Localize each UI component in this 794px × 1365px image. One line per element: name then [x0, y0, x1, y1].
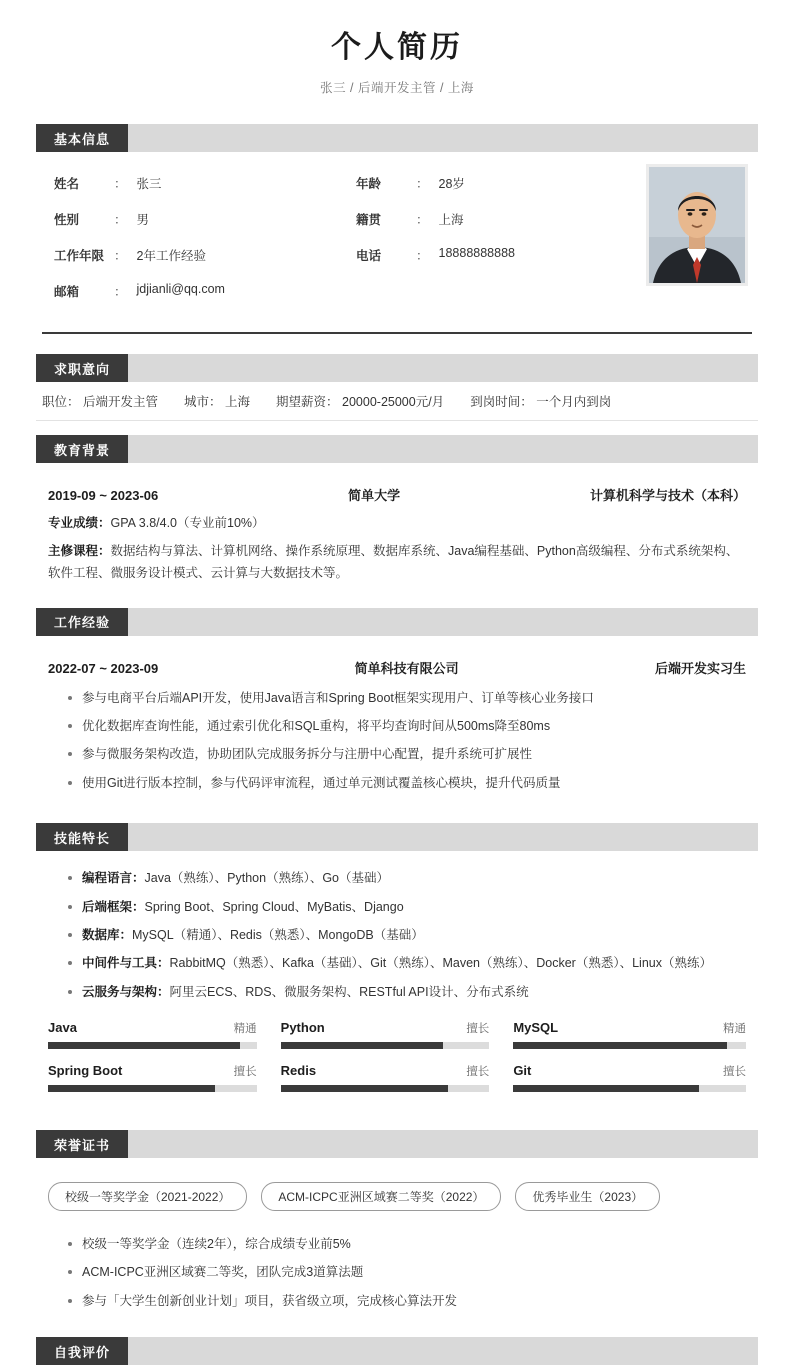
- list-item: 校级一等奖学金（连续2年），综合成绩专业前5%: [68, 1235, 752, 1254]
- list-item: 参与电商平台后端API开发，使用Java语言和Spring Boot框架实现用户、订单等核心业务接口: [68, 689, 752, 708]
- skill-bar-item: [281, 1063, 514, 1092]
- education-courses-value: 数据结构与算法、计算机网络、操作系统原理、数据库系统、Java编程基础、Python高级编程、分布式系统架构、软件工程、微服务设计模式、云计算与大数据技术等。: [48, 543, 739, 580]
- skill-line-label: 云服务与架构：: [82, 984, 170, 999]
- intent-key: 城市：: [184, 395, 222, 409]
- section-body-honors: [36, 1158, 758, 1327]
- education-period: 2019-09 ~ 2023-06: [48, 488, 159, 503]
- skill-line-value: MySQL（精通）、Redis（熟悉）、MongoDB（基础）: [132, 927, 424, 942]
- field-gender: [42, 210, 344, 228]
- skill-bar-name: Redis: [280, 1063, 317, 1078]
- list-item: [68, 954, 752, 973]
- intent-value: 20000-25000元/月: [342, 395, 445, 409]
- intent-key: 到岗时间：: [470, 395, 533, 409]
- skill-line-label: 后端框架：: [82, 899, 145, 914]
- skill-line-label: 编程语言：: [82, 871, 145, 886]
- education-gpa-value: GPA 3.8/4.0（专业前10%）: [110, 516, 265, 530]
- skill-line-value: RabbitMQ（熟悉）、Kafka（基础）、Git（熟练）、Maven（熟练）、Docker（熟悉）、Linux（熟练）: [169, 956, 712, 971]
- intent-city: [184, 392, 250, 410]
- skill-bar-track: [281, 1085, 490, 1092]
- section-header-honors: [36, 1130, 758, 1158]
- skill-bar-level: 擅长: [466, 1066, 490, 1078]
- skill-bar-name: MySQL: [513, 1020, 559, 1035]
- field-label: 电话: [356, 249, 382, 263]
- intent-value: 后端开发主管: [83, 395, 159, 409]
- list-item: 参与微服务架构改造，协助团队完成服务拆分与注册中心配置，提升系统可扩展性: [68, 745, 752, 764]
- skill-bar-name: Spring Boot: [48, 1063, 123, 1078]
- work-period: 2022-07 ~ 2023-09: [48, 660, 159, 676]
- field-colon: ：: [114, 213, 127, 227]
- education-gpa: [42, 510, 752, 538]
- section-title-work: 工作经验: [36, 608, 128, 636]
- skill-line-value: Spring Boot、Spring Cloud、MyBatis、Django: [144, 899, 404, 914]
- skill-bar-level: 擅长: [722, 1066, 746, 1078]
- work-role: 后端开发实习生: [654, 660, 746, 676]
- education-school: 简单大学: [348, 488, 401, 503]
- field-colon: ：: [416, 177, 429, 191]
- skill-bar-name: Git: [513, 1063, 532, 1078]
- page-header: [0, 0, 794, 110]
- field-phone: [344, 246, 646, 264]
- avatar: [646, 164, 748, 286]
- education-major: 计算机科学与技术（本科）: [589, 488, 746, 503]
- section-body-work: [36, 636, 758, 810]
- skill-bar-item: [513, 1063, 746, 1092]
- list-item: [68, 926, 752, 945]
- skill-bar-item: [513, 1020, 746, 1049]
- skill-bar-fill: [48, 1042, 240, 1049]
- field-label: 年龄: [356, 177, 382, 191]
- section-title-self: 自我评价: [36, 1337, 128, 1365]
- skill-bar-track: [513, 1085, 746, 1092]
- list-item: 使用Git进行版本控制，参与代码评审流程，通过单元测试覆盖核心模块，提升代码质量: [68, 774, 752, 793]
- portrait-photo: [649, 167, 745, 283]
- list-item: 优化数据库查询性能，通过索引优化和SQL重构，将平均查询时间从500ms降至80ms: [68, 717, 752, 736]
- skill-bar-fill: [281, 1085, 448, 1092]
- skill-bar-fill: [513, 1042, 727, 1049]
- list-item: [68, 983, 752, 1002]
- skill-list: [42, 869, 752, 1002]
- section-body-skills: [36, 851, 758, 1116]
- skill-bar-level: 擅长: [466, 1023, 490, 1035]
- skill-bar-level: 擅长: [233, 1066, 257, 1078]
- list-item: 参与「大学生创新创业计划」项目，获省级立项，完成核心算法开发: [68, 1292, 752, 1311]
- field-hometown: [344, 210, 646, 228]
- education-courses-label: 主修课程：: [48, 543, 111, 558]
- section-title-education: 教育背景: [36, 435, 128, 463]
- skill-bar-fill: [513, 1085, 699, 1092]
- skill-line-value: 阿里云ECS、RDS、微服务架构、RESTful API设计、分布式系统: [169, 984, 529, 999]
- section-title-honors: 荣誉证书: [36, 1130, 128, 1158]
- intent-key: 职位：: [42, 395, 80, 409]
- field-label: 邮箱: [54, 285, 80, 299]
- skill-bar-name: Java: [48, 1020, 77, 1035]
- skill-bar-level: 精通: [233, 1023, 257, 1035]
- section-body-basic: [36, 152, 758, 340]
- skill-line-value: Java（熟练）、Python（熟练）、Go（基础）: [144, 871, 390, 886]
- intent-key: 期望薪资：: [276, 395, 339, 409]
- status-badge: 优秀毕业生（2023）: [515, 1182, 660, 1211]
- section-title-intent: 求职意向: [36, 354, 128, 382]
- skill-bar-grid: [42, 1012, 752, 1110]
- field-colon: ：: [114, 177, 127, 191]
- list-item: [68, 898, 752, 917]
- field-value: 男: [136, 213, 150, 227]
- section-header-basic: [36, 124, 758, 152]
- field-value: jdjianli@qq.com: [136, 282, 225, 296]
- field-colon: ：: [114, 249, 127, 263]
- intent-position: [42, 392, 158, 410]
- work-bullet-list: [42, 689, 752, 794]
- section-header-skills: [36, 823, 758, 851]
- field-value: 18888888888: [438, 246, 515, 260]
- skill-bar-level: 精通: [722, 1023, 746, 1035]
- honor-chip-list: [42, 1170, 752, 1229]
- field-age: [344, 174, 646, 192]
- field-label: 籍贯: [356, 213, 382, 227]
- education-gpa-label: 专业成绩：: [48, 516, 111, 530]
- field-value: 张三: [136, 177, 162, 191]
- field-experience: [42, 246, 344, 264]
- work-company: 简单科技有限公司: [354, 660, 459, 676]
- education-row: [42, 475, 752, 510]
- skill-bar-track: [513, 1042, 746, 1049]
- field-label: 性别: [54, 213, 80, 227]
- page-subtitle: 张三 / 后端开发主管 / 上海: [320, 81, 474, 95]
- section-header-work: [36, 608, 758, 636]
- field-value: 2年工作经验: [136, 249, 206, 263]
- intent-value: 上海: [225, 395, 251, 409]
- intent-salary: [276, 392, 444, 410]
- skill-bar-track: [48, 1085, 257, 1092]
- status-badge: 校级一等奖学金（2021-2022）: [48, 1182, 247, 1211]
- skill-bar-track: [48, 1042, 257, 1049]
- education-courses: [42, 538, 752, 588]
- section-body-education: [36, 463, 758, 594]
- skill-bar-fill: [48, 1085, 215, 1092]
- resume-content: [0, 124, 794, 1365]
- field-name: [42, 174, 344, 192]
- intent-value: 一个月内到岗: [536, 395, 612, 409]
- intent-availability: [470, 392, 611, 410]
- field-colon: ：: [416, 213, 429, 227]
- field-email: [42, 282, 344, 300]
- section-title-skills: 技能特长: [36, 823, 128, 851]
- basic-fields: [42, 164, 646, 318]
- skill-bar-name: Python: [280, 1020, 325, 1035]
- skill-bar-item: [48, 1063, 281, 1092]
- job-intent-row: [36, 382, 758, 421]
- section-title-basic: 基本信息: [36, 124, 128, 152]
- skill-line-label: 数据库：: [82, 927, 133, 942]
- section-header-self: [36, 1337, 758, 1365]
- field-colon: ：: [416, 249, 429, 263]
- skill-bar-item: [281, 1020, 514, 1049]
- list-item: [68, 869, 752, 888]
- field-label: 姓名: [54, 177, 80, 191]
- field-label: 工作年限: [54, 249, 105, 263]
- field-value: 上海: [438, 213, 464, 227]
- status-badge: ACM-ICPC亚洲区域赛二等奖（2022）: [261, 1182, 501, 1211]
- skill-line-label: 中间件与工具：: [82, 956, 170, 971]
- skill-bar-track: [281, 1042, 490, 1049]
- skill-bar-fill: [281, 1042, 444, 1049]
- work-row: [42, 648, 752, 683]
- list-item: ACM-ICPC亚洲区域赛二等奖，团队完成3道算法题: [68, 1263, 752, 1282]
- section-header-intent: [36, 354, 758, 382]
- field-colon: ：: [114, 285, 127, 299]
- page-title: 个人简历: [331, 31, 463, 64]
- skill-bar-item: [48, 1020, 281, 1049]
- section-header-education: [36, 435, 758, 463]
- field-value: 28岁: [438, 177, 465, 191]
- honor-bullet-list: [42, 1235, 752, 1311]
